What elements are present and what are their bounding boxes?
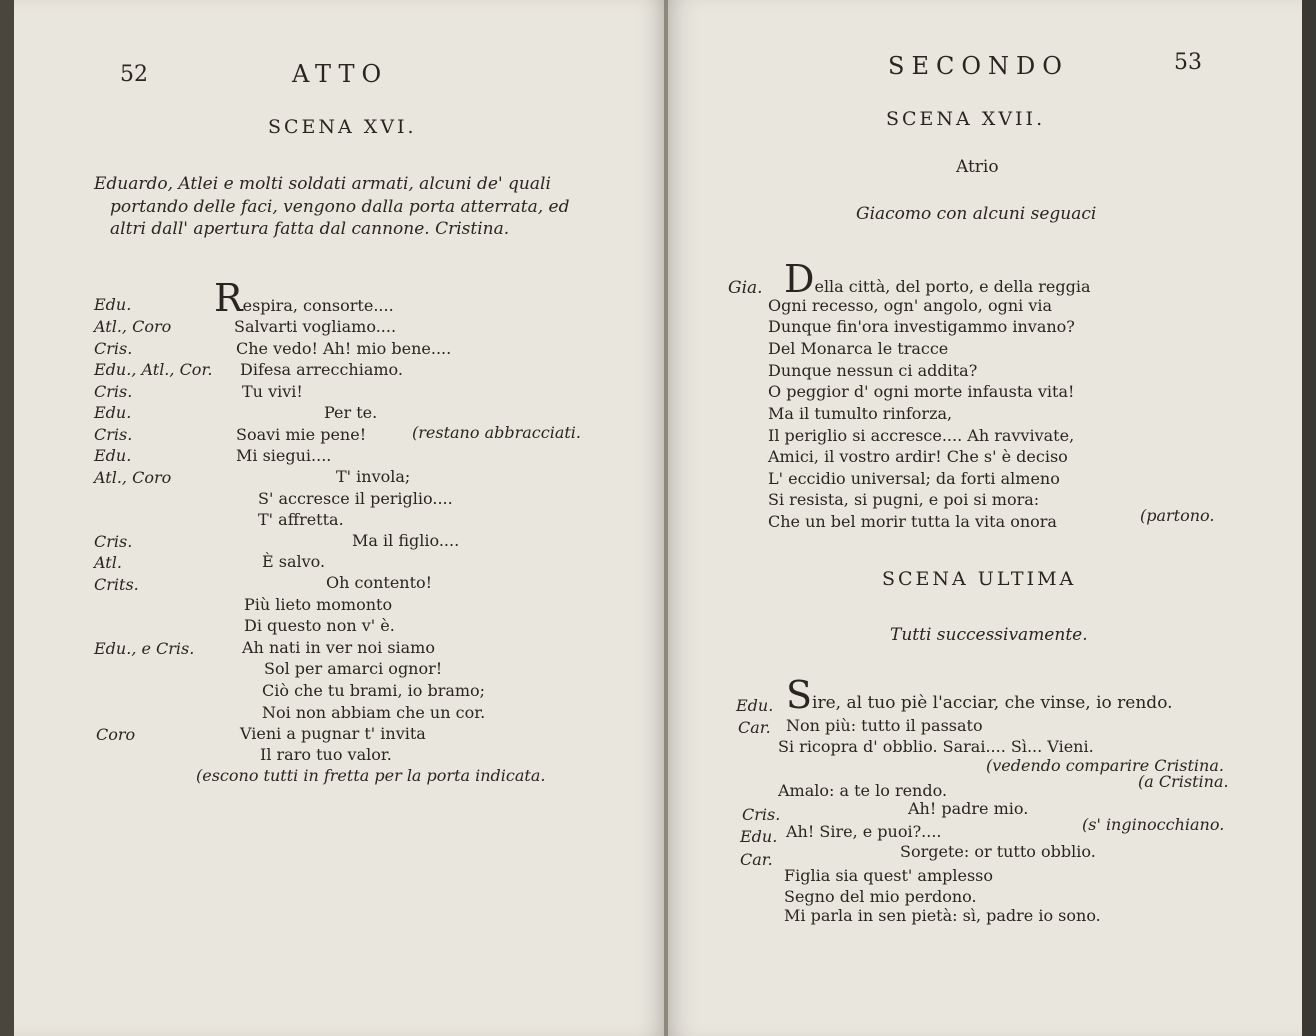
dialogue-line: L' eccidio universal; da forti almeno [768,469,1060,488]
speaker-label: Edu. [736,696,774,715]
speaker-label: Crits. [94,575,139,594]
dialogue-line: Dunque nessun ci addita? [768,361,978,380]
running-head: SECONDO [888,52,1069,80]
dialogue-line: Ma il figlio.... [352,531,460,550]
dialogue-line: Difesa arrecchiamo. [240,360,403,379]
speaker-label: Edu. [94,295,132,314]
speaker-label: Car. [740,850,773,869]
speaker-label: Coro [96,725,136,744]
speaker-label: Cris. [94,339,133,358]
dialogue-line [786,673,1173,717]
dialogue-line: Il raro tuo valor. [260,745,392,764]
scene-direction: Tutti successivamente. [890,625,1088,645]
dialogue-line: Del Monarca le tracce [768,339,949,358]
page-number: 53 [1174,50,1202,75]
speaker-label: Edu., e Cris. [94,639,195,658]
dialogue-line: Ah nati in ver noi siamo [242,638,435,657]
scene-direction: Giacomo con alcuni seguaci [856,204,1097,224]
dialogue-line: T' invola; [336,467,411,486]
drop-cap: S [786,673,813,717]
stage-direction-line: portando delle faci, vengono dalla porta atterrata, ed [110,197,570,217]
speaker-label: Edu., Atl., Cor. [94,360,213,379]
dialogue-line: Più lieto momonto [244,595,393,614]
dialogue-line: Vieni a pugnar t' invita [240,724,426,743]
drop-cap: R [214,276,243,320]
speaker-label: Atl. [94,553,122,572]
dialogue-line: Mi parla in sen pietà: sì, padre io sono. [784,906,1101,925]
stage-direction-line: Eduardo, Atlei e molti soldati armati, alcuni de' quali [94,174,551,194]
speaker-label: Edu. [94,403,132,422]
dialogue-line: Oh contento! [326,573,433,592]
stage-direction-line: altri dall' apertura fatta dal cannone. Cristina. [110,219,510,239]
dialogue-line: Segno del mio perdono. [784,887,977,906]
right-page [668,0,1302,1036]
book-edge [0,0,14,1036]
dialogue-line: Il periglio si accresce.... Ah ravvivate, [768,426,1075,445]
speaker-label: Atl., Coro [94,468,172,487]
dialogue-line: Per te. [324,403,378,422]
speaker-label: Gia. [728,278,763,298]
dialogue-line: Figlia sia quest' amplesso [784,866,994,885]
speaker-label: Cris. [742,805,781,824]
dialogue-line: Ciò che tu brami, io bramo; [262,681,486,700]
dialogue-line: Che un bel morir tutta la vita onora [768,512,1057,531]
dialogue-line: Tu vivi! [242,382,303,401]
speaker-label: Cris. [94,425,133,444]
stage-direction: (s' inginocchiano. [1082,815,1225,834]
dialogue-line: Amici, il vostro ardir! Che s' è deciso [768,447,1068,466]
dialogue-line: Di questo non v' è. [244,616,395,635]
running-head: ATTO [292,60,389,88]
dialogue-line [784,257,1091,301]
dialogue-line: Si ricopra d' obblio. Sarai.... Sì... Vieni. [778,737,1094,756]
dialogue-line: Sorgete: or tutto obblio. [900,842,1096,861]
dialogue-line: Mi siegui.... [236,446,332,465]
stage-direction: (partono. [1140,506,1215,525]
scene-title: SCENA ULTIMA [882,568,1077,590]
dialogue-line: Ah! padre mio. [908,799,1029,818]
line-text: ella città, del porto, e della reggia [814,277,1091,296]
line-text: ire, al tuo piè l'acciar, che vinse, io rendo. [812,693,1173,713]
closing-stage-direction: (escono tutti in fretta per la porta indicata. [196,766,546,785]
dialogue-line: O peggior d' ogni morte infausta vita! [768,382,1075,401]
line-text: espira, consorte.... [242,296,394,315]
dialogue-line: Ma il tumulto rinforza, [768,404,953,423]
dialogue-line: Non più: tutto il passato [786,716,983,735]
dialogue-line: Che vedo! Ah! mio bene.... [236,339,452,358]
dialogue-line: Si resista, si pugni, e poi si mora: [768,490,1040,509]
scene-title: SCENA XVII. [886,108,1046,130]
dialogue-line: Sol per amarci ognor! [264,659,443,678]
dialogue-line: T' affretta. [258,510,344,529]
dialogue-line: Soavi mie pene! [236,425,367,444]
stage-direction: (vedendo comparire Cristina. [986,756,1224,775]
dialogue-line: Amalo: a te lo rendo. [778,781,948,800]
dialogue-line: Ah! Sire, e puoi?.... [786,822,942,841]
scene-title: SCENA XVI. [268,116,417,138]
stage-direction: (a Cristina. [1138,772,1229,791]
dialogue-line: Salvarti vogliamo.... [234,317,397,336]
speaker-label: Atl., Coro [94,317,172,336]
drop-cap: D [784,257,815,301]
speaker-label: Car. [738,718,771,737]
speaker-label: Cris. [94,382,133,401]
scene-setting: Atrio [956,157,999,177]
speaker-label: Edu. [94,446,132,465]
dialogue-line: S' accresce il periglio.... [258,489,453,508]
left-page [14,0,666,1036]
dialogue-line: Ogni recesso, ogn' angolo, ogni via [768,296,1053,315]
stage-direction: (restano abbracciati. [412,423,581,442]
dialogue-line: Noi non abbiam che un cor. [262,703,486,722]
page-number: 52 [120,62,148,87]
dialogue-line: Dunque fin'ora investigammo invano? [768,317,1075,336]
speaker-label: Edu. [740,827,778,846]
dialogue-line: È salvo. [262,552,326,571]
dialogue-line [214,276,394,320]
speaker-label: Cris. [94,532,133,551]
